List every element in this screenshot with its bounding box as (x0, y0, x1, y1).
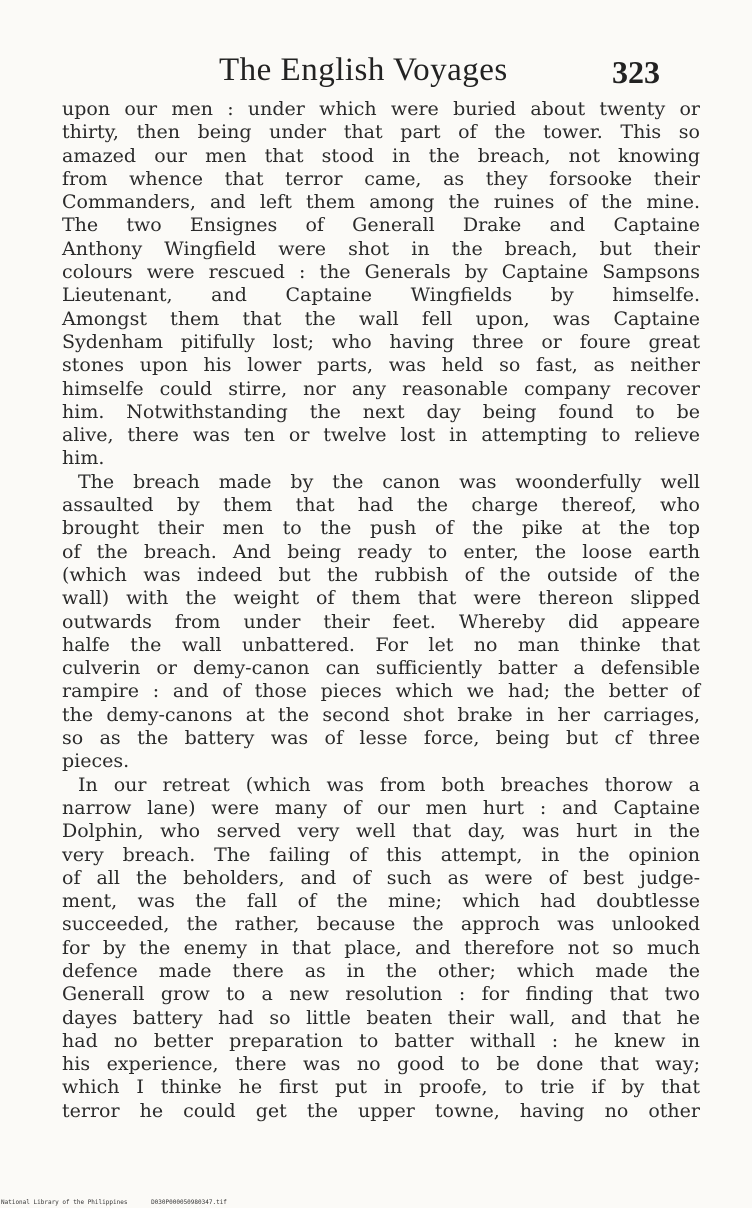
text-line: (which was indeed but the rubbish of the outside of the (62, 563, 700, 586)
text-line: Amongst them that the wall fell upon, was Captaine (62, 307, 700, 330)
page-number: 323 (612, 54, 660, 90)
text-line: brought their men to the push of the pike at the top (62, 517, 700, 540)
text-line: his experience, there was no good to be done that way; (62, 1053, 700, 1076)
text-line: for by the enemy in that place, and therefore not so much (62, 936, 700, 959)
text-line: of all the beholders, and of such as were of best judge- (62, 866, 700, 889)
text-line: Anthony Wingfield were shot in the breach, but their (62, 237, 700, 260)
library-credit: National Library of the Philippines (1, 1199, 128, 1206)
text-line: him. (62, 447, 105, 470)
text-line: ment, was the fall of the mine; which had doubtlesse (62, 890, 700, 913)
text-line: him. Notwithstanding the next day being found to be (62, 400, 700, 423)
paragraph-first-line: The breach made by the canon was woonderfully well (78, 470, 700, 493)
text-line: so as the battery was of lesse force, being but cf three (62, 727, 700, 750)
text-line: colours were rescued : the Generals by Captaine Sampsons (62, 261, 700, 284)
text-line: culverin or demy-canon can sufficiently batter a defensible (62, 657, 700, 680)
text-line: had no better preparation to batter withall : he knew in (62, 1029, 700, 1052)
text-line: outwards from under their feet. Whereby did appeare (62, 610, 700, 633)
text-line: wall) with the weight of them that were thereon slipped (62, 587, 700, 610)
text-line: terror he could get the upper towne, having no other (62, 1099, 700, 1122)
text-line: halfe the wall unbattered. For let no man thinke that (62, 633, 700, 656)
paragraph-first-line: In our retreat (which was from both breaches thorow a (78, 773, 700, 796)
text-line: dayes battery had so little beaten their wall, and that he (62, 1006, 700, 1029)
body-text (62, 98, 700, 1123)
text-line: himselfe could stirre, nor any reasonable company recover (62, 377, 700, 400)
text-line: Commanders, and left them among the ruines of the mine. (62, 191, 700, 214)
text-line: amazed our men that stood in the breach, not knowing (62, 144, 700, 167)
text-line: narrow lane) were many of our men hurt : and Captaine (62, 796, 700, 819)
text-line: assaulted by them that had the charge thereof, who (62, 494, 700, 517)
text-line: rampire : and of those pieces which we had; the better of (62, 680, 700, 703)
text-line: which I thinke he first put in proofe, to trie if by that (62, 1076, 700, 1099)
text-line: from whence that terror came, as they forsooke their (62, 167, 700, 190)
text-line: Lieutenant, and Captaine Wingfields by himselfe. (62, 284, 700, 307)
text-line: upon our men : under which were buried about twenty or (62, 98, 700, 120)
file-id: D030P000050980347.tif (151, 1199, 227, 1206)
text-line: alive, there was ten or twelve lost in attempting to relieve (62, 424, 700, 447)
text-line: Dolphin, who served very well that day, was hurt in the (62, 820, 700, 843)
text-line: very breach. The failing of this attempt, in the opinion (62, 843, 700, 866)
text-line: defence made there as in the other; which made the (62, 959, 700, 982)
page-header (0, 48, 752, 92)
text-line: stones upon his lower parts, was held so fast, as neither (62, 354, 700, 377)
text-line: The two Ensignes of Generall Drake and Captaine (62, 214, 700, 237)
text-line: Generall grow to a new resolution : for finding that two (62, 983, 700, 1006)
text-line: Sydenham pitifully lost; who having three or foure great (62, 330, 700, 353)
scan-footer (1, 1199, 247, 1206)
text-line: of the breach. And being ready to enter, the loose earth (62, 540, 700, 563)
text-line: pieces. (62, 750, 130, 773)
running-title: The English Voyages (219, 52, 508, 88)
text-line: the demy-canons at the second shot brake in her carriages, (62, 703, 700, 726)
text-line: succeeded, the rather, because the approch was unlooked (62, 913, 700, 936)
text-line: thirty, then being under that part of the tower. This so (62, 121, 700, 144)
